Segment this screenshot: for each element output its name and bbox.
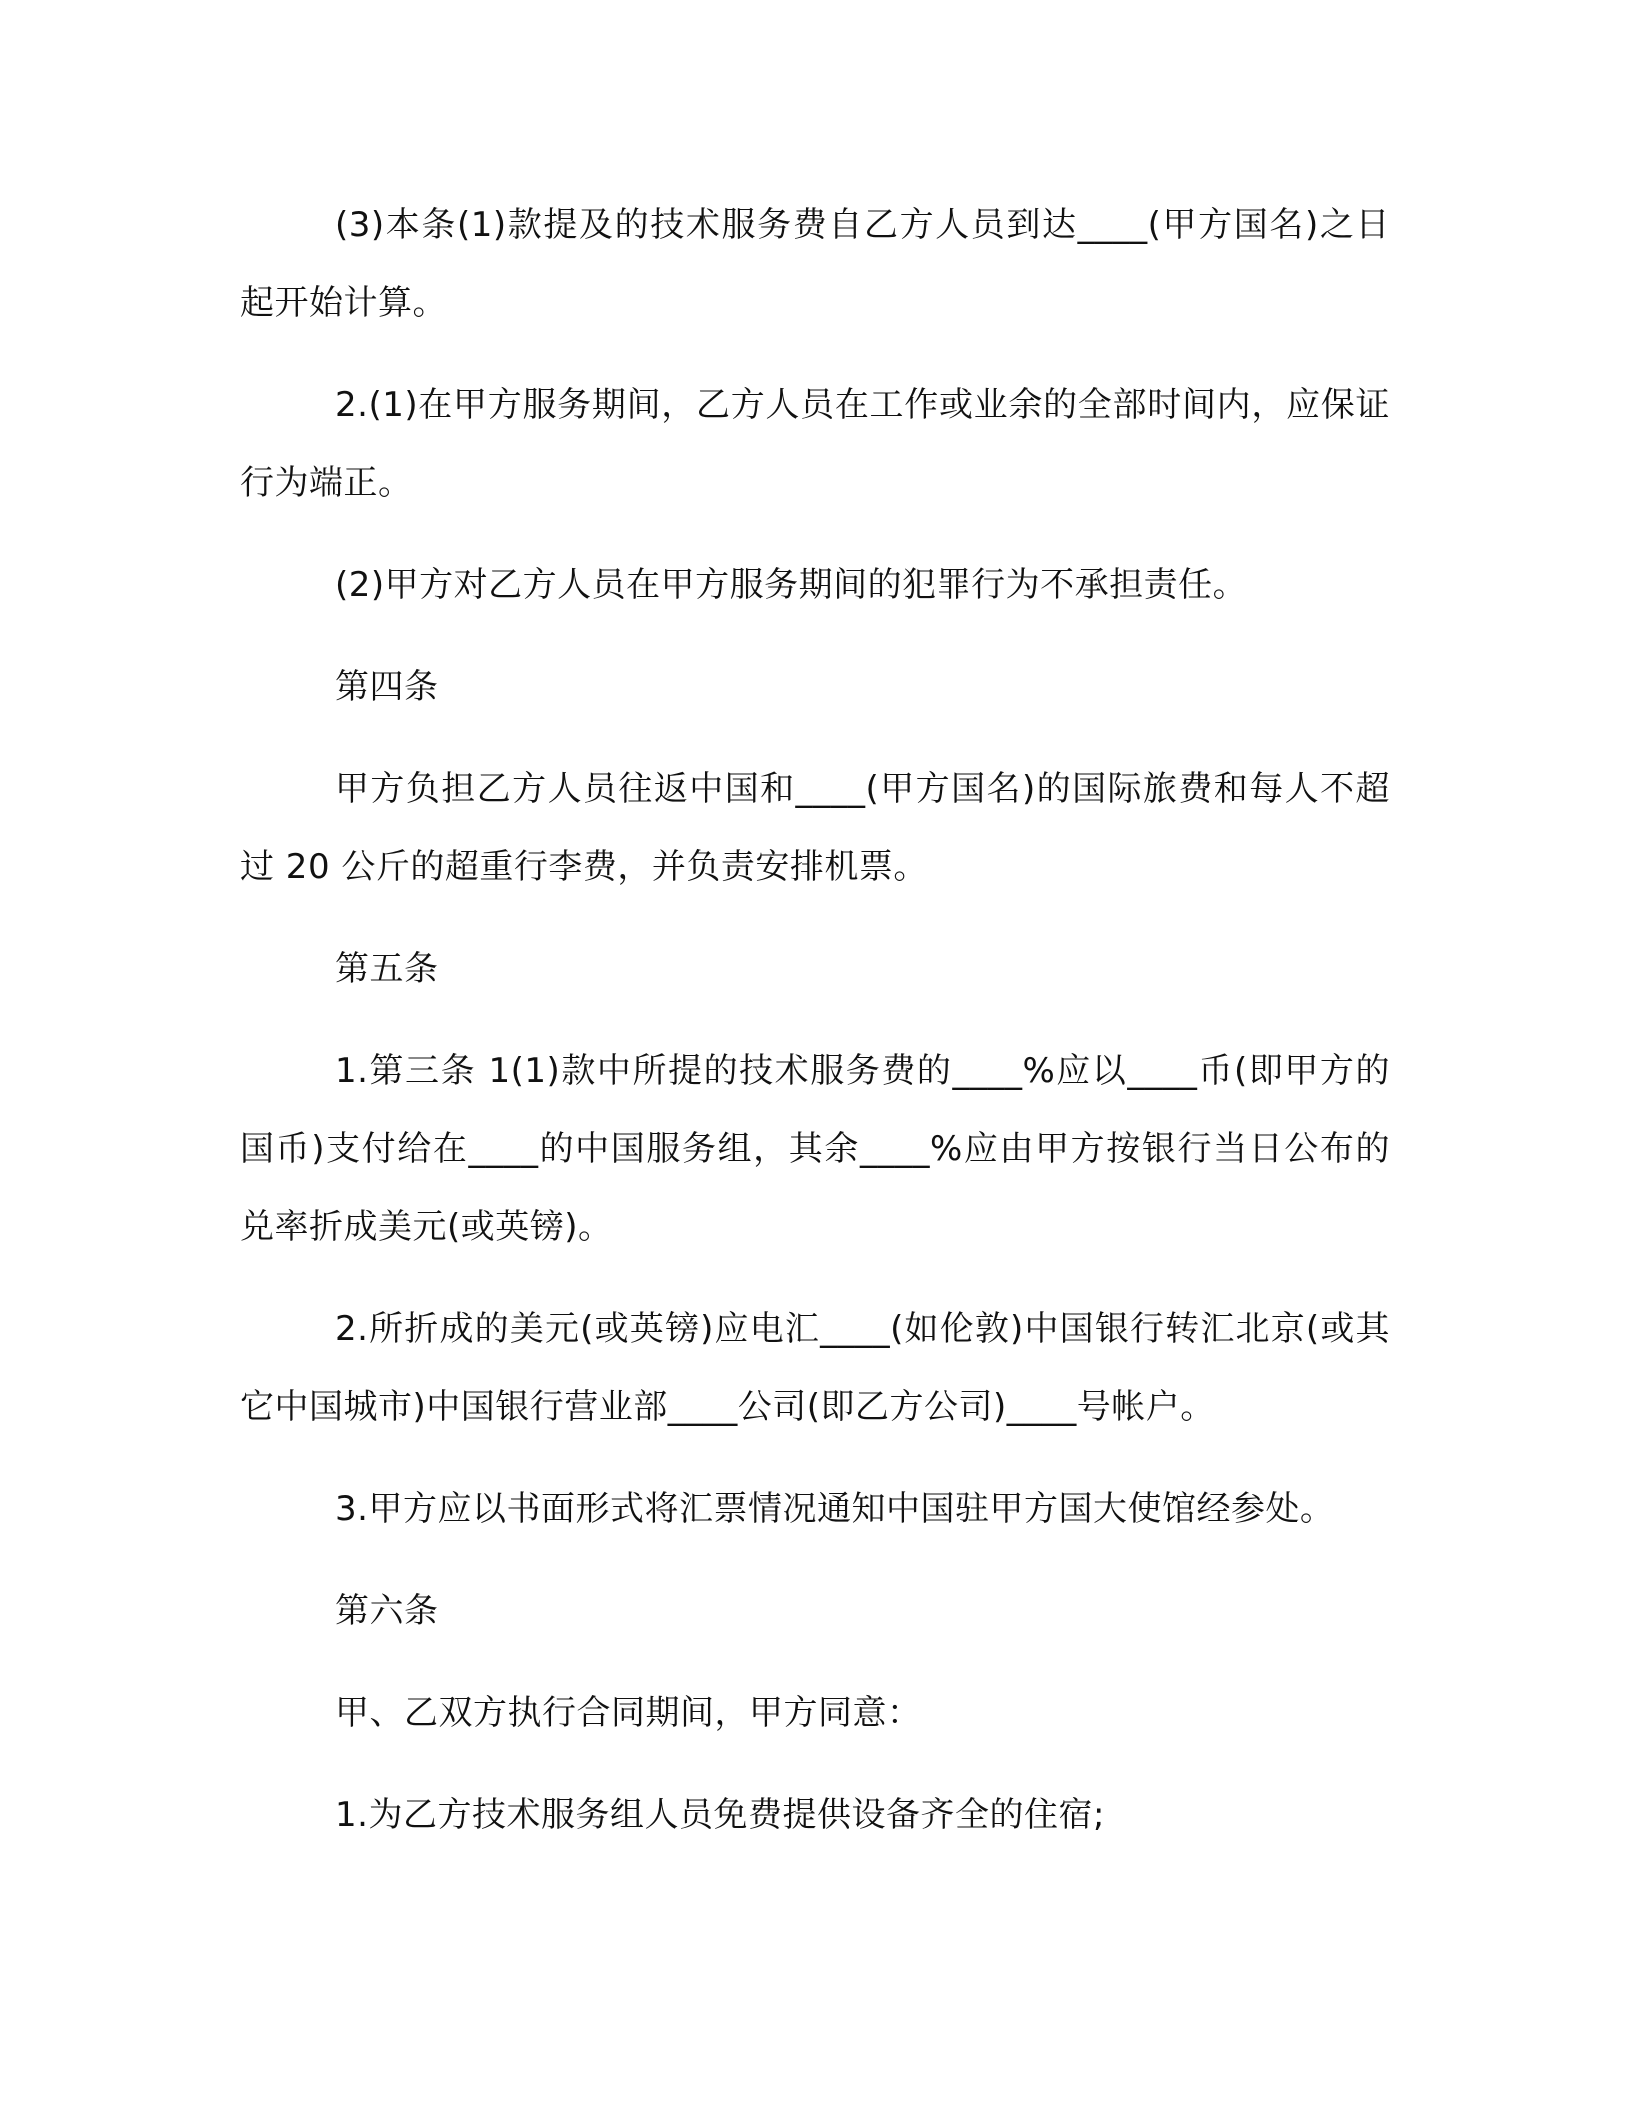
notice-paragraph: 3.甲方应以书面形式将汇票情况通知中国驻甲方国大使馆经参处。 <box>335 1489 1335 1529</box>
document-body <box>240 186 1390 1878</box>
wire-transfer-paragraph: 2.所折成的美元(或英镑)应电汇____(如伦敦)中国银行转汇北京(或其它中国城市)中国银行营业部____公司(即乙方公司)____号帐户。 <box>240 1309 1390 1427</box>
article-5-heading: 第五条 <box>335 949 439 989</box>
travel-expense-paragraph: 甲方负担乙方人员往返中国和____(甲方国名)的国际旅费和每人不超过 20 公斤的超重行李费，并负责安排机票。 <box>240 769 1390 887</box>
article-4-heading: 第四条 <box>335 667 439 707</box>
payment-currency-paragraph: 1.第三条 1(1)款中所提的技术服务费的____%应以____币(即甲方的国币)支付给在____的中国服务组，其余____%应由甲方按银行当日公布的兑率折成美元(或英镑)。 <box>240 1051 1390 1247</box>
accommodation-paragraph: 1.为乙方技术服务组人员免费提供设备齐全的住宿; <box>335 1795 1105 1835</box>
conduct-paragraph: 2.(1)在甲方服务期间，乙方人员在工作或业余的全部时间内，应保证行为端正。 <box>240 385 1390 503</box>
agreement-intro-paragraph: 甲、乙双方执行合同期间，甲方同意： <box>335 1693 922 1733</box>
criminal-liability-paragraph: (2)甲方对乙方人员在甲方服务期间的犯罪行为不承担责任。 <box>335 565 1248 605</box>
clause-3-3-paragraph: (3)本条(1)款提及的技术服务费自乙方人员到达____(甲方国名)之日起开始计算。 <box>240 205 1390 323</box>
article-6-heading: 第六条 <box>335 1591 439 1631</box>
